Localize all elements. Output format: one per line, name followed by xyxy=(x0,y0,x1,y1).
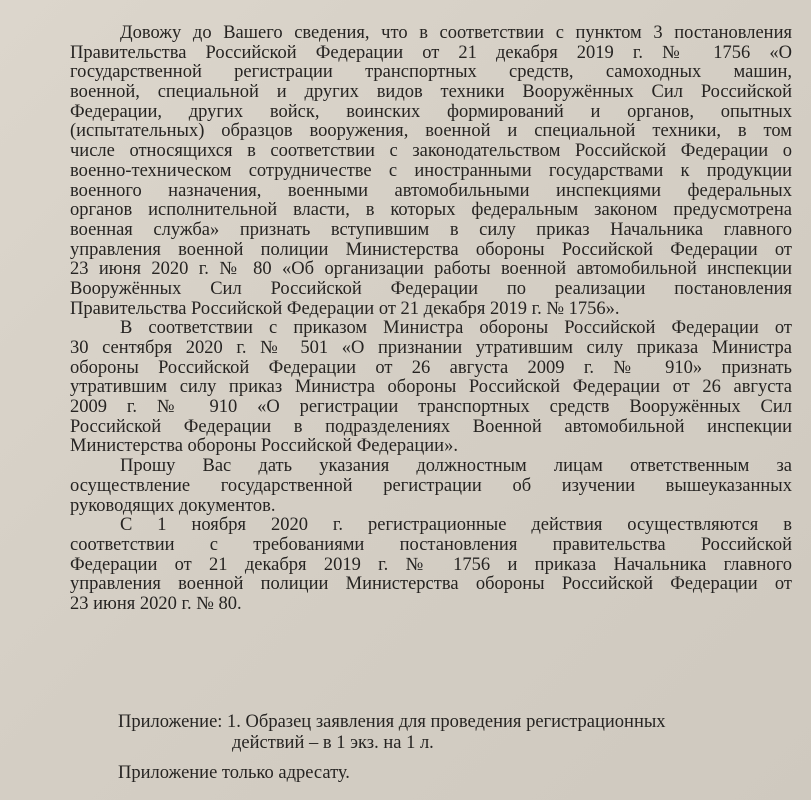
paragraph xyxy=(70,516,792,614)
text-line: 23 июня 2020 г. № 80. xyxy=(70,593,242,614)
text-line: государственной регистрации транспортных средств, самоходных машин, xyxy=(70,62,792,83)
text-line: С 1 ноября 2020 г. регистрационные действия осуществляются в xyxy=(120,515,792,536)
text-line: Правительства Российской Федерации от 21 декабря 2019 г. № 1756». xyxy=(70,298,620,319)
text-line: Министерства обороны Российской Федерации». xyxy=(70,436,458,457)
letter-body xyxy=(70,24,792,615)
paragraph xyxy=(70,319,792,457)
text-line: Российской Федерации в подразделениях Военной автомобильной инспекции xyxy=(70,416,792,437)
text-line: военного назначения, военными автомобильными инспекциями федеральных xyxy=(70,180,792,201)
text-line: 2009 г. № 910 «О регистрации транспортных средств Вооружённых Сил xyxy=(70,397,792,418)
text-line: числе относящихся в соответствии с законодательством Российской Федерации о xyxy=(70,141,792,162)
text-line: руководящих документов. xyxy=(70,495,276,516)
text-line: 30 сентября 2020 г. № 501 «О признании утратившим силу приказа Министра xyxy=(70,338,792,358)
text-line: Вооружённых Сил Российской Федерации по реализации постановления xyxy=(70,278,792,299)
text-line: военно-техническом сотрудничестве с иностранными государствами к продукции xyxy=(70,160,792,181)
text-line: утратившим силу приказ Министра обороны Российской Федерации от 26 августа xyxy=(70,377,792,398)
text-line: обороны Российской Федерации от 26 августа 2009 г. № 910» признать xyxy=(70,357,792,378)
text-line: органов исполнительной власти, в которых федеральным законом предусмотрена xyxy=(70,200,792,221)
text-line: Правительства Российской Федерации от 21 декабря 2019 г. № 1756 «О xyxy=(70,42,792,63)
attachment-note: Приложение только адресату. xyxy=(118,763,350,783)
text-line: В соответствии с приказом Министра обороны Российской Федерации от xyxy=(120,318,792,339)
text-line: соответствии с требованиями постановления правительства Российской xyxy=(70,534,792,555)
text-line: военной, специальной и других видов техники Вооружённых Сил Российской xyxy=(70,82,792,103)
text-line: Довожу до Вашего сведения, что в соответствии с пунктом 3 постановления xyxy=(120,23,792,43)
text-line: Федерации от 21 декабря 2019 г. № 1756 и приказа Начальника главного xyxy=(70,554,792,575)
text-line: управления военной полиции Министерства обороны Российской Федерации от xyxy=(70,239,792,260)
text-line: Федерации, других войск, воинских формирований и органов, опытных xyxy=(70,101,792,122)
paragraph xyxy=(70,24,792,319)
attachment-line-1: Приложение: 1. Образец заявления для проведения регистрационных xyxy=(118,712,666,732)
text-line: осуществление государственной регистрации об изучении вышеуказанных xyxy=(70,475,792,496)
text-line: 23 июня 2020 г. № 80 «Об организации работы военной автомобильной инспекции xyxy=(70,259,792,280)
text-line: Прошу Вас дать указания должностным лицам ответственным за xyxy=(120,456,792,477)
attachment-line-2: действий – в 1 экз. на 1 л. xyxy=(232,733,434,753)
paragraph xyxy=(70,457,792,516)
text-line: управления военной полиции Министерства обороны Российской Федерации от xyxy=(70,574,792,595)
text-line: (испытательных) образцов вооружения, военной и специальной техники, в том xyxy=(70,121,792,142)
text-line: военная служба» признать вступившим в силу приказ Начальника главного xyxy=(70,219,792,240)
